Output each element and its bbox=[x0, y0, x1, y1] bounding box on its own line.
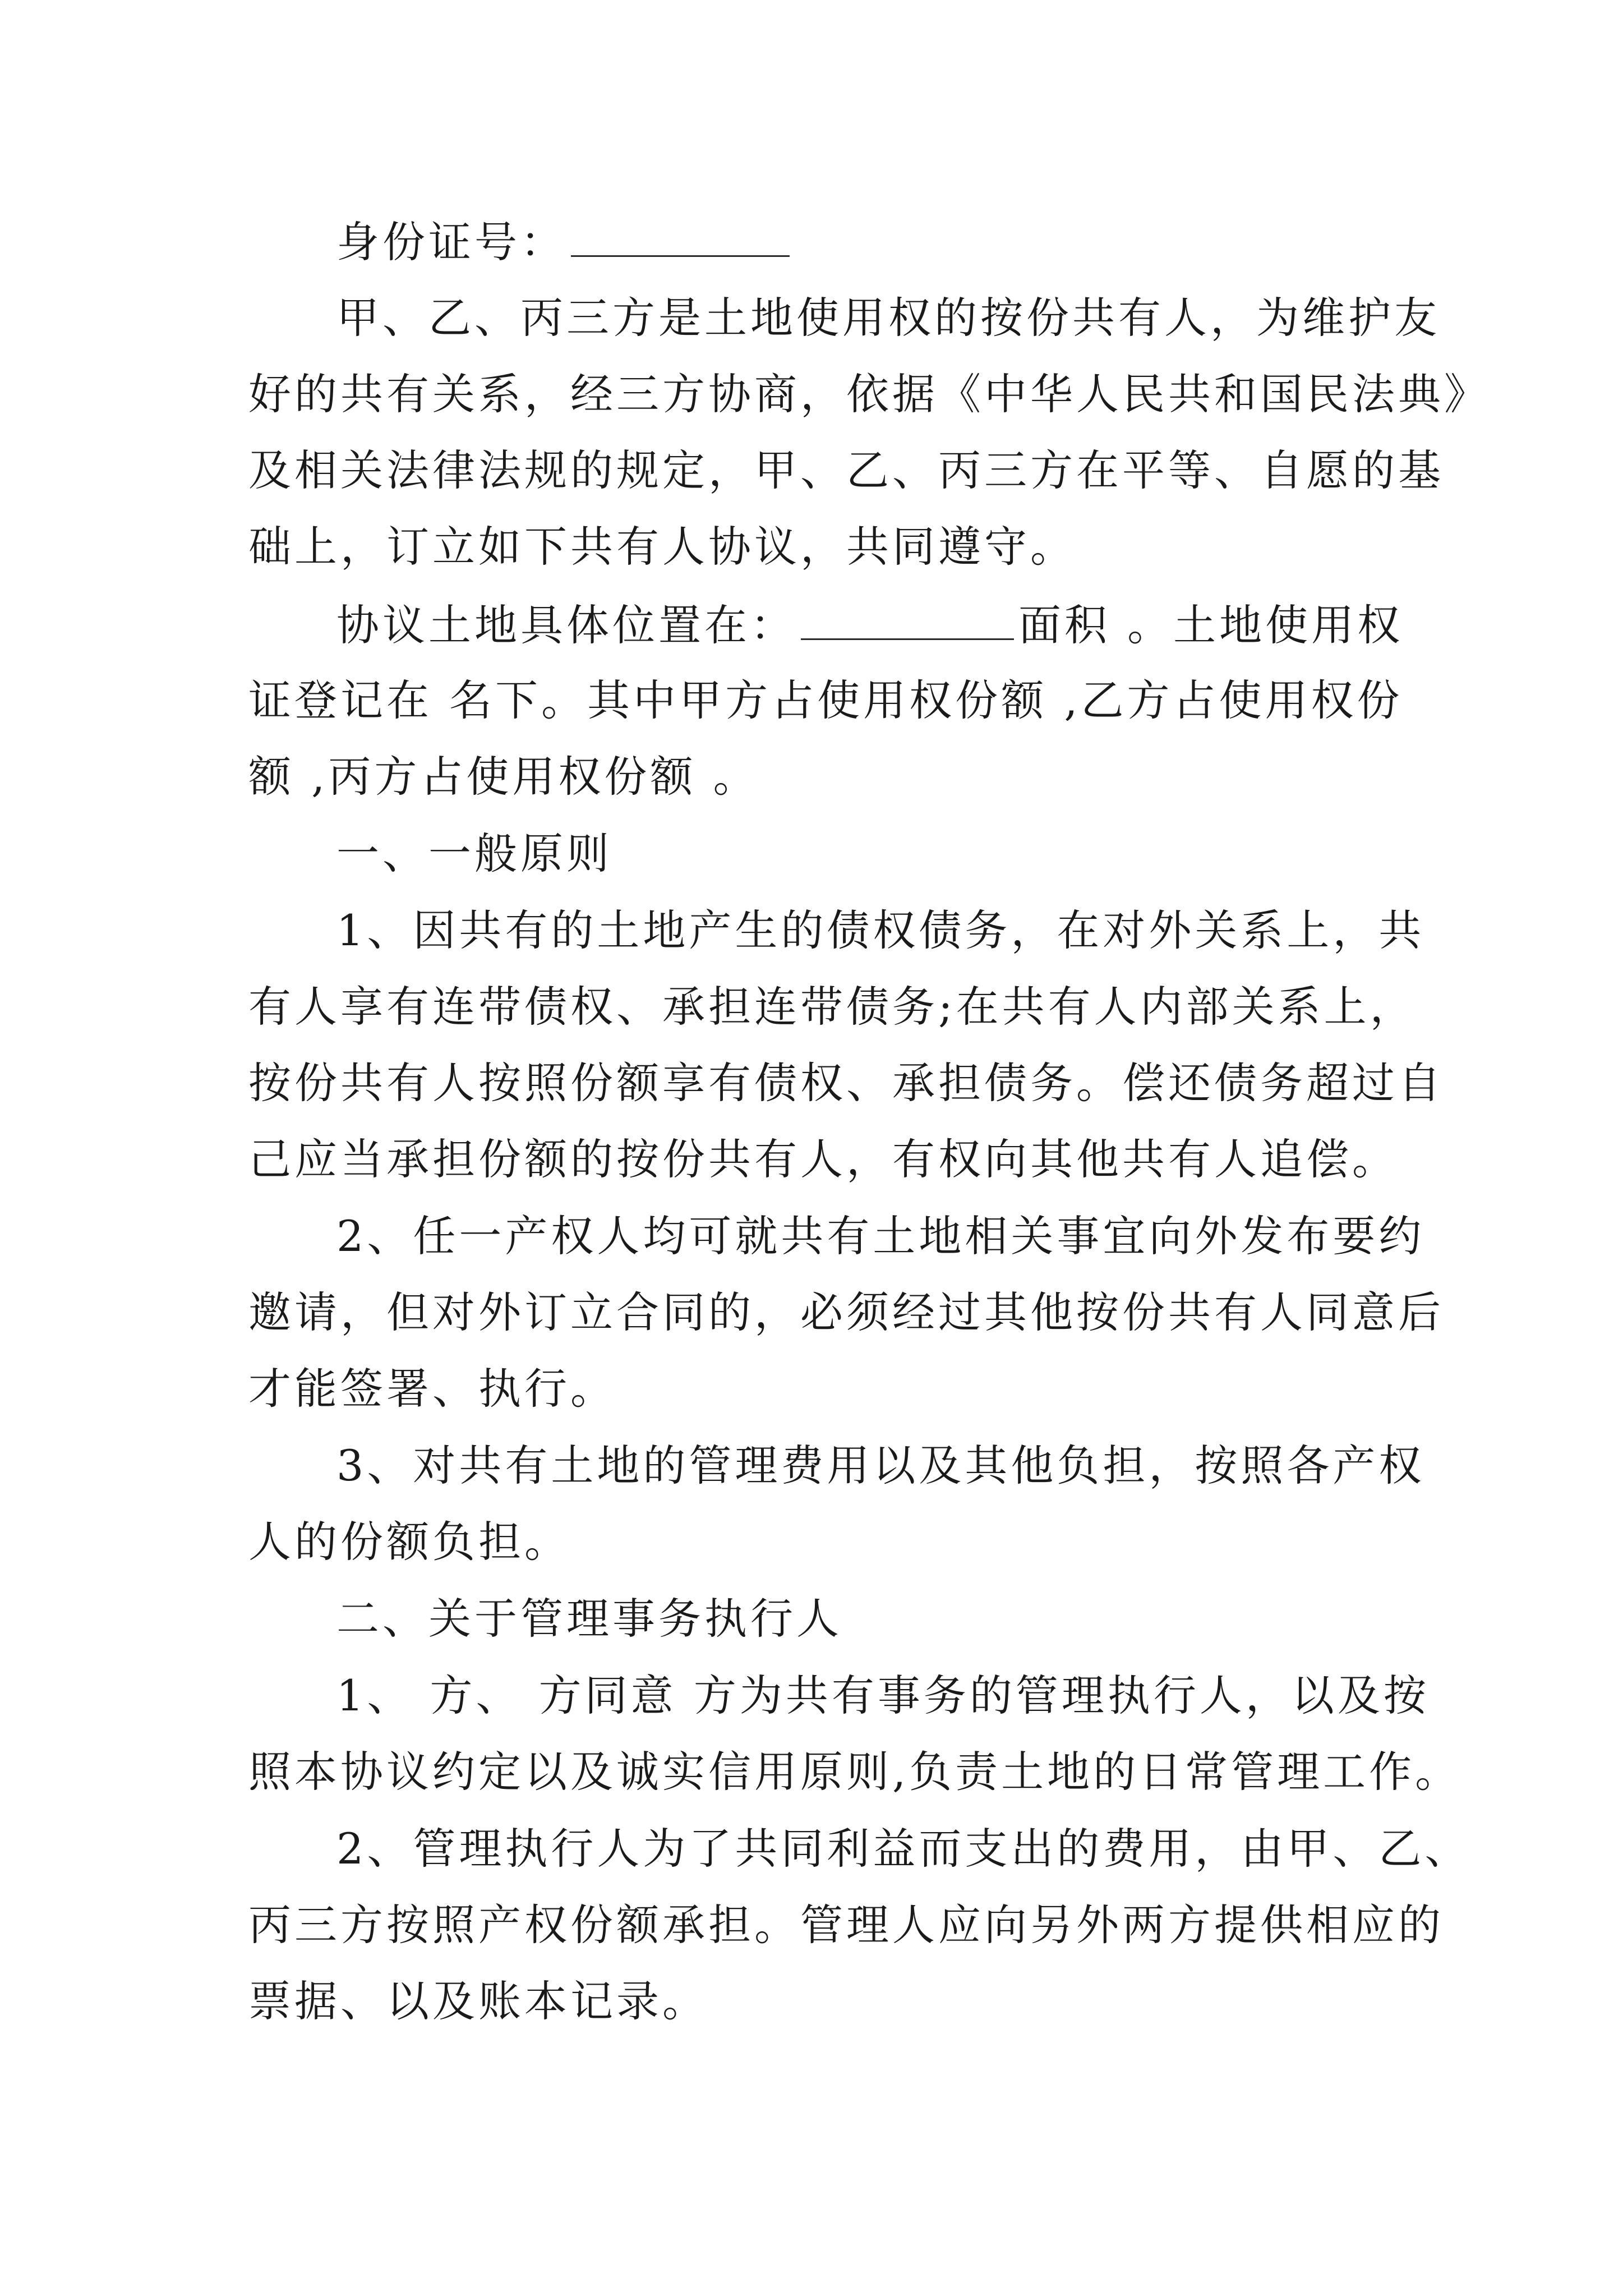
s1-item3-line-1: 3、对共有土地的管理费用以及其他负担，按照各产权 bbox=[336, 1441, 1425, 1490]
area-text: 面积 。土地使用权 bbox=[1018, 600, 1404, 650]
s1-item2-line-3: 才能签署、执行。 bbox=[248, 1364, 616, 1414]
s2-item1-line-2: 照本协议约定以及诚实信用原则,负责土地的日常管理工作。 bbox=[248, 1747, 1461, 1797]
section-1-heading: 一、一般原则 bbox=[336, 829, 612, 878]
location-label: 协议土地具体位置在： bbox=[336, 600, 796, 650]
s1-item1-line-1: 1、因共有的土地产生的债权债务，在对外关系上，共 bbox=[336, 905, 1425, 955]
section-2-heading: 二、关于管理事务执行人 bbox=[336, 1594, 842, 1644]
id-number-label: 身份证号： bbox=[336, 217, 566, 267]
location-line bbox=[336, 593, 1403, 655]
id-number-blank bbox=[571, 210, 790, 257]
s1-item1-line-2: 有人享有连带债权、承担连带债务;在共有人内部关系上， bbox=[248, 982, 1416, 1032]
s2-item2-line-1: 2、管理执行人为了共同利益而支出的费用，由甲、乙、 bbox=[336, 1824, 1471, 1874]
intro-line-4: 础上，订立如下共有人协议，共同遵守。 bbox=[248, 522, 1076, 572]
intro-line-2: 好的共有关系，经三方协商，依据《中华人民共和国民法典》 bbox=[248, 369, 1490, 419]
s2-item2-line-2: 丙三方按照产权份额承担。管理人应向另外两方提供相应的 bbox=[248, 1900, 1444, 1950]
share-line-2: 额 ,丙方占使用权份额 。 bbox=[248, 752, 759, 802]
s1-item2-line-1: 2、任一产权人均可就共有土地相关事宜向外发布要约 bbox=[336, 1211, 1425, 1261]
s1-item1-line-4: 己应当承担份额的按份共有人，有权向其他共有人追偿。 bbox=[248, 1134, 1398, 1184]
s2-item2-line-3: 票据、以及账本记录。 bbox=[248, 1976, 708, 2026]
id-number-line bbox=[336, 210, 794, 272]
s1-item3-line-2: 人的份额负担。 bbox=[248, 1517, 570, 1567]
s1-item1-line-3: 按份共有人按照份额享有债权、承担债务。偿还债务超过自 bbox=[248, 1058, 1444, 1108]
location-blank bbox=[801, 593, 1014, 640]
intro-line-3: 及相关法律法规的规定，甲、乙、丙三方在平等、自愿的基 bbox=[248, 445, 1444, 495]
s1-item2-line-2: 邀请，但对外订立合同的，必须经过其他按份共有人同意后 bbox=[248, 1287, 1444, 1337]
s2-item1-line-1: 1、 方、 方同意 方为共有事务的管理执行人，以及按 bbox=[336, 1671, 1430, 1720]
intro-line-1: 甲、乙、丙三方是土地使用权的按份共有人，为维护友 bbox=[336, 293, 1440, 343]
share-line-1: 证登记在 名下。其中甲方占使用权份额 ,乙方占使用权份 bbox=[248, 675, 1403, 725]
